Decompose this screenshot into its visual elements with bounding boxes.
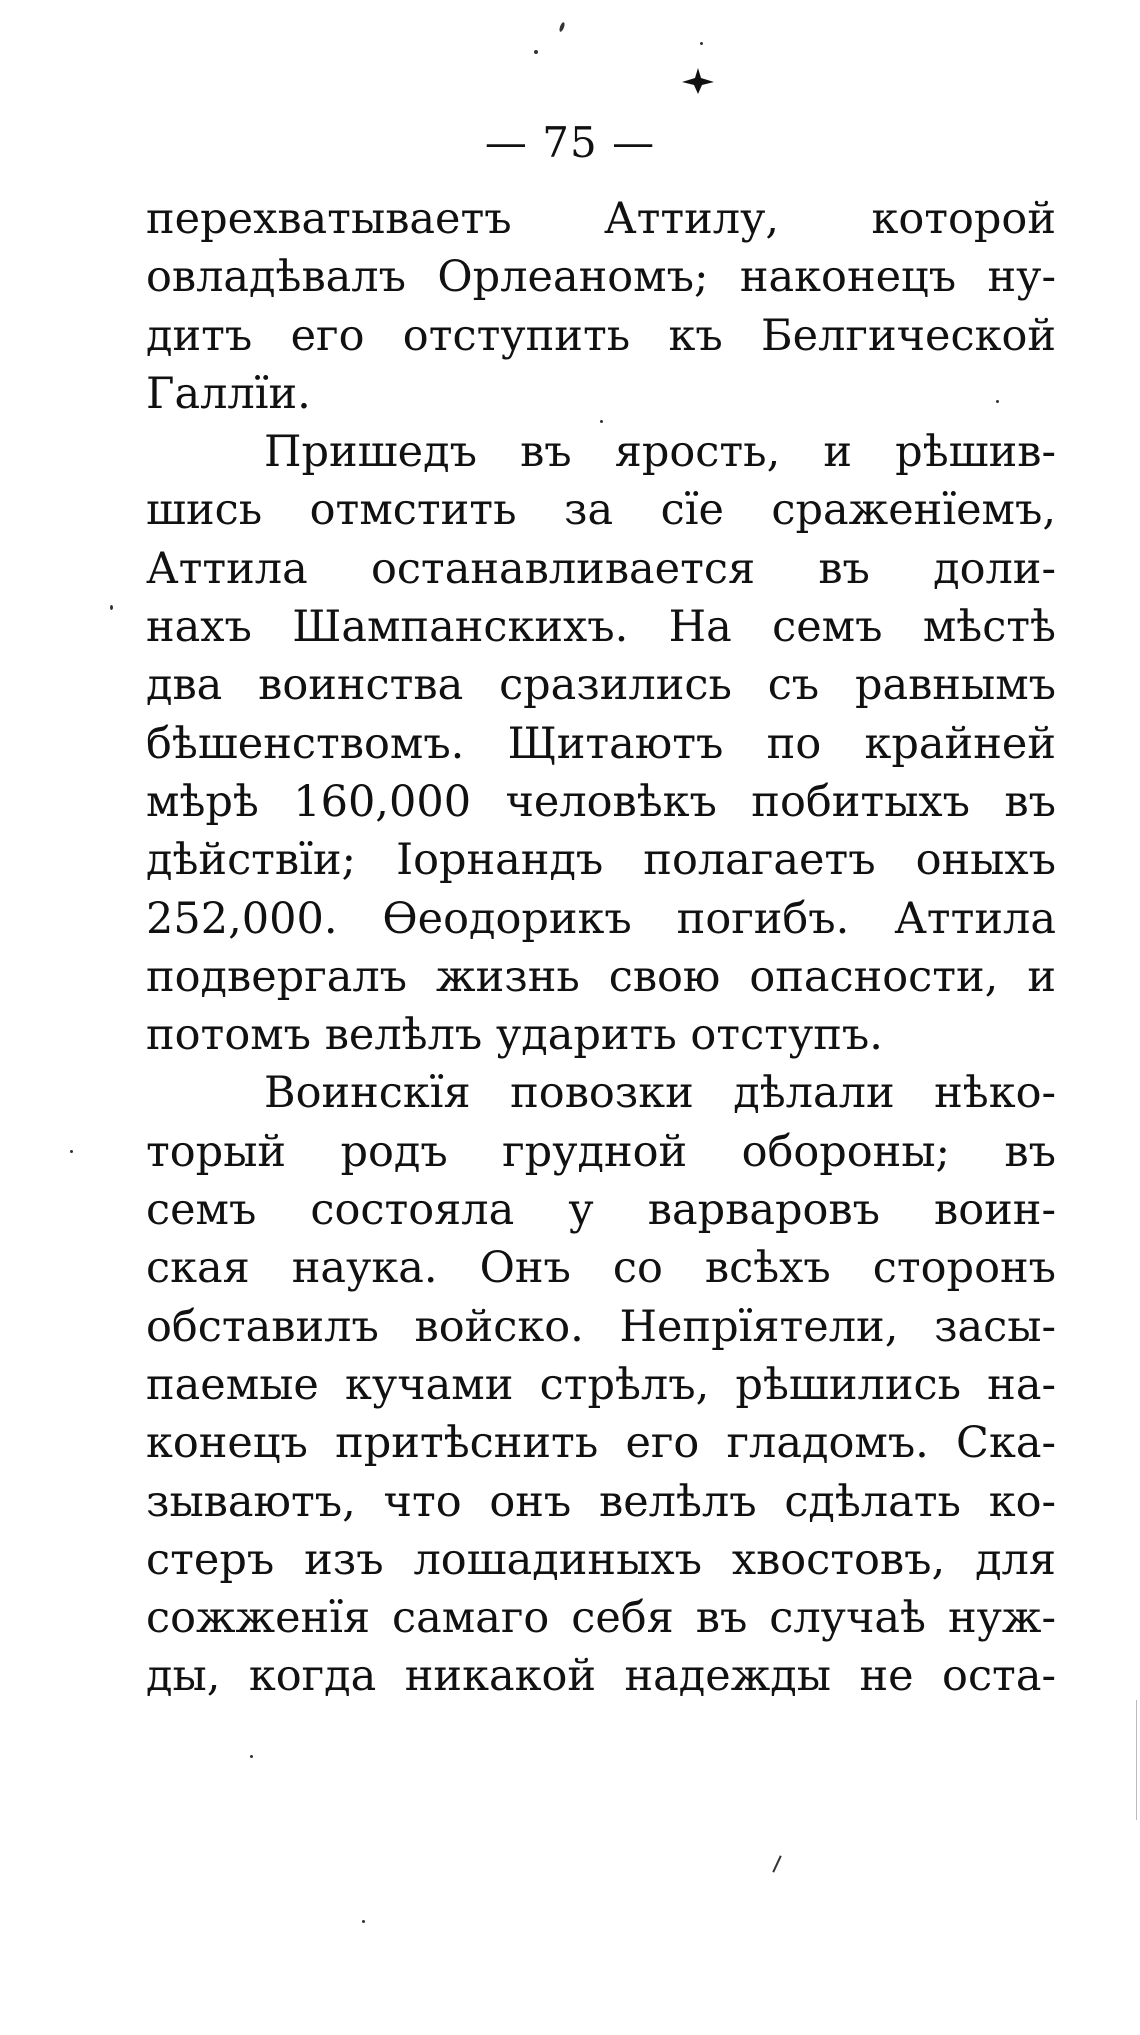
text-line: семъ состояла у варваровъ воин- bbox=[146, 1185, 1056, 1236]
speck bbox=[362, 1920, 365, 1923]
text-line: мѣрѣ 160,000 человѣкъ побитыхъ въ bbox=[146, 776, 1056, 827]
page-number: — 75 — bbox=[484, 118, 656, 167]
text-line: перехватываетъ Аттилу, которой bbox=[146, 194, 1056, 244]
text-line: дѣйствїи; Іорнандъ полагаетъ оныхъ bbox=[146, 835, 1056, 886]
text-line: Воинскїя повозки дѣлали нѣко- bbox=[264, 1068, 1056, 1119]
text-line: зываютъ, что онъ велѣлъ сдѣлать ко- bbox=[146, 1476, 1056, 1527]
text-line: торый родъ грудной обороны; въ bbox=[146, 1126, 1056, 1177]
speck bbox=[110, 605, 113, 610]
text-line: обставилъ войско. Непрїятели, засы- bbox=[146, 1301, 1056, 1352]
text-line: Аттила останавливается въ доли- bbox=[146, 543, 1056, 594]
text-line: дитъ его отступить къ Белгической bbox=[146, 310, 1056, 361]
text-line: ская наука. Онъ со всѣхъ сторонъ bbox=[146, 1243, 1056, 1294]
text-line: паемые кучами стрѣлъ, рѣшились на- bbox=[146, 1359, 1056, 1410]
body-text bbox=[146, 190, 1056, 1706]
speck bbox=[70, 1150, 73, 1153]
scratch-mark bbox=[1136, 1700, 1137, 1820]
speck bbox=[700, 42, 703, 45]
text-line: два воинства сразились съ равнымъ bbox=[146, 660, 1056, 711]
text-line: овладѣвалъ Орлеаномъ; наконецъ ну- bbox=[146, 252, 1056, 303]
text-line: нахъ Шампанскихъ. На семъ мѣстѣ bbox=[146, 602, 1056, 653]
text-line: стеръ изъ лошадиныхъ хвостовъ, для bbox=[146, 1534, 1056, 1585]
speck bbox=[600, 420, 603, 423]
text-line: Галлїи. bbox=[146, 368, 311, 419]
text-line: 252,000. Ѳеодорикъ погибъ. Аттила bbox=[146, 893, 1056, 944]
text-line: ды, когда никакой надежды не оста- bbox=[146, 1651, 1056, 1702]
text-line: бѣшенствомъ. Щитаютъ по крайней bbox=[146, 718, 1056, 769]
text-line: Пришедъ въ ярость, и рѣшив- bbox=[264, 427, 1056, 478]
printer-ornament-icon bbox=[680, 66, 716, 96]
text-line: сожженїя самаго себя въ случаѣ нуж- bbox=[146, 1593, 1056, 1644]
speck bbox=[558, 22, 565, 33]
text-line: конецъ притѣснить его гладомъ. Ска- bbox=[146, 1418, 1056, 1469]
speck bbox=[534, 50, 538, 54]
speck bbox=[996, 400, 999, 403]
speck bbox=[250, 1755, 253, 1758]
text-line: потомъ велѣлъ ударить отступъ. bbox=[146, 1010, 883, 1061]
scratch-mark bbox=[772, 1855, 781, 1872]
text-line: подвергалъ жизнь свою опасности, и bbox=[146, 951, 1056, 1002]
text-line: шись отмстить за сїе сраженїемъ, bbox=[146, 485, 1056, 536]
